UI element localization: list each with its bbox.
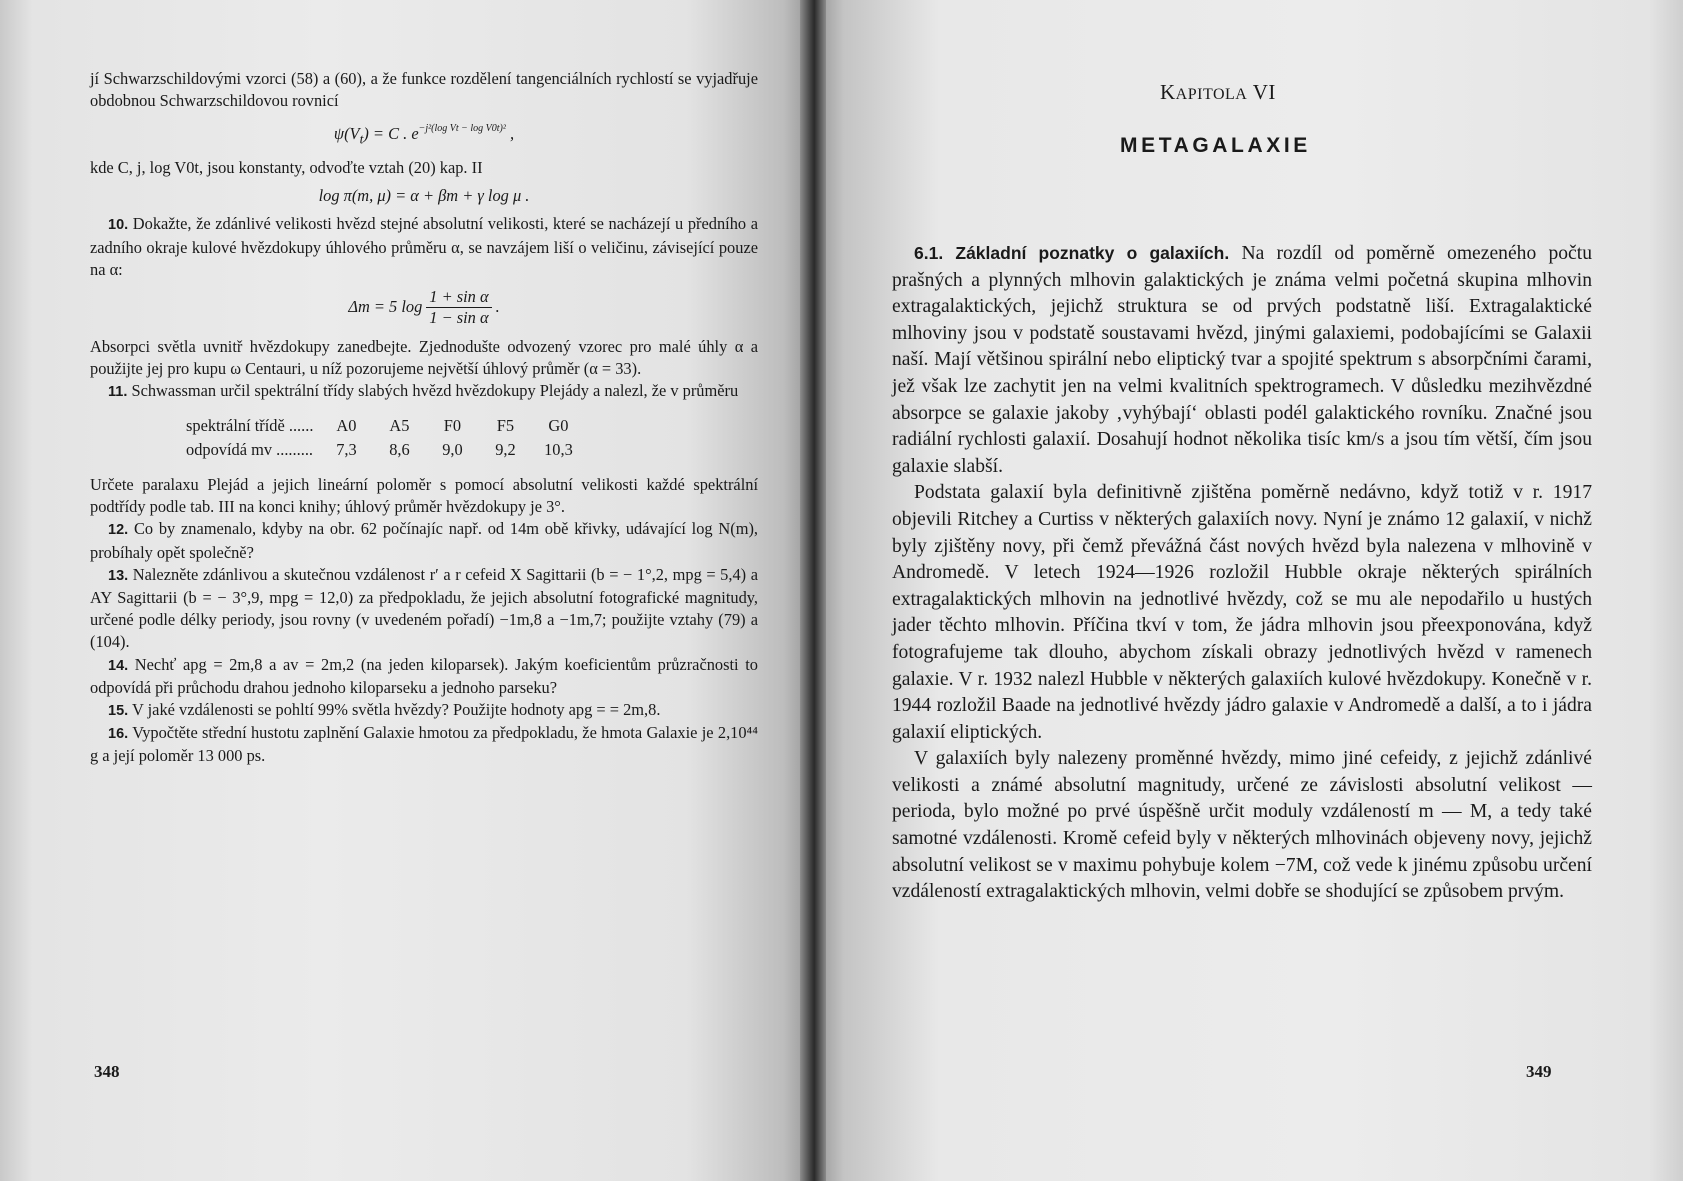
chapter-title: METAGALAXIE (1120, 134, 1311, 157)
paragraph-2: Podstata galaxií byla definitivně zjištěna poměrně nedávno, když totiž v r. 1917 objevili Ritchey a Curtiss v některých galaxiích novy. Nyní je známo 12 galaxií, v nichž byly zjištěny novy, při čemž převážná část nových hvězd byla nalezena v mlhovině v Andromedě. V letech 1924—1926 rozložil Hubble okraje některých spirálních extragalaktických mlhovin na jednotlivé hvězdy, což se mu ale nepodařilo u hustých jader těchto mlhovin. Příčina tkví v tom, že jádra mlhovin jsou přeexponována, když fotografujeme tak dlouho, abychom získali obrazy jednotlivých hvězd v ramenech galaxie. V r. 1932 nalezl Hubble v některých galaxiích kulové hvězdokupy. Konečně v r. 1944 rozložil Baade na jednotlivé hvězdy jádro galaxie v Andromedě a další, a to i jádra galaxií eliptických. (892, 482, 1592, 743)
exercise-text: Nechť apg = 2m,8 a av = 2m,2 (na jeden kiloparsek). Jakým koeficientům průzračnosti to odpovídá při průchodu drahou jednoho kiloparseku a jednoho parseku? (90, 654, 758, 697)
page-number-right: 349 (1526, 1062, 1552, 1081)
exercise-number: 13. (108, 567, 129, 584)
exercise-text: Vypočtěte střední hustotu zaplnění Galaxie hmotou za předpokladu, že hmota Galaxie je 2,10⁴⁴ g a její poloměr 13 000 ps. (90, 723, 758, 766)
spectral-table (186, 414, 591, 462)
table-row-label: odpovídá mv ......... (186, 439, 314, 459)
chapter-first-letter: K (1160, 80, 1176, 104)
table-row (186, 414, 591, 438)
table-cell: 7,3 (336, 439, 357, 459)
table-cell: 10,3 (544, 439, 573, 459)
left-page-text (90, 68, 758, 768)
table-cell: A5 (389, 415, 410, 435)
table-cell: 9,0 (442, 439, 463, 459)
exercise-10-continued: Absorpci světla uvnitř hvězdokupy zanedbejte. Zjednodušte odvozený vzorec pro malé úhly α a použijte jej pro kupu ω Centauri, u níž pozorujeme největší úhlový průměr (α = 33). (90, 336, 758, 379)
book-gutter (800, 0, 826, 1181)
exercise-text: V jaké vzdálenosti se pohltí 99% světla hvězdy? Použijte hodnoty apg = = 2m,8. (128, 699, 661, 719)
exercise-13 (90, 564, 758, 654)
exercise-14 (90, 654, 758, 699)
formula-delta-m-left: Δm = 5 log (348, 297, 423, 317)
table-row (186, 438, 591, 462)
exercise-11 (90, 380, 758, 403)
formula-psi-exponent: −j²(log Vt − log V0t)² (418, 123, 506, 135)
exercise-12 (90, 518, 758, 563)
exercise-number: 11. (108, 384, 128, 401)
fraction (426, 287, 491, 328)
table-cell: F5 (496, 415, 515, 435)
formula-psi (90, 118, 758, 150)
fraction-denominator: 1 − sin α (429, 307, 489, 327)
formula-psi-main: ψ(V (333, 124, 360, 144)
formula-delta-m (90, 287, 758, 328)
formula-psi-sub: t (359, 131, 364, 147)
right-page-text (892, 240, 1592, 906)
exercise-number: 12. (108, 522, 129, 539)
exercise-15 (90, 699, 758, 722)
exercise-text: Nalezněte zdánlivou a skutečnou vzdálenost r′ a r cefeid X Sagittarii (b = − 1°,2, mpg = 5,4) a AY Sagittarii (b = − 3°,9, mpg = 12,0) za předpokladu, že jejich absolutní fotografické magnitudy, určené podle délky periody, jsou rovny (v uvedeném pořadí) −1m,8 a −1m,7; použijte vztahy (79) a (104). (90, 564, 758, 652)
exercise-10 (90, 213, 758, 281)
formula-log-pi: log π(m, μ) = α + βm + γ log μ . (318, 186, 530, 206)
formula-psi-rest: ) = C . e (363, 124, 419, 144)
paragraph-1-text: Na rozdíl od poměrně omezeného počtu prašných a plynných mlhovin galaktických je známa velmi početná skupina mlhovin extragalaktických, jejichž struktura se od prvých podstatně liší. Extragalaktické mlhoviny jsou v podstatě soustavami hvězd, jinými galaxiemi, podobajícími se Galaxii naší. Mají většinou spirální nebo eliptický tvar a spojité spektrum s absorpčními čarami, jež však lze zachytit jen na velmi kvalitních spektrogramech. V důsledku mezihvězdné absorpce se galaxie jakoby ‚vyhýbají‘ oblasti podél galaktického rovníku. Značné jsou radiální rychlosti galaxií. Dosahují hodnot několika tisíc km/s a jsou tím větší, čím jsou galaxie slabší. (892, 243, 1592, 477)
formula-psi-end: , (505, 124, 515, 144)
table-row-label: spektrální třídě ...... (186, 415, 314, 435)
table-cell: 9,2 (495, 439, 516, 459)
exercise-text: Schwassman určil spektrální třídy slabých hvězd hvězdokupy Plejády a nalezl, že v průměru (127, 381, 739, 401)
paragraph-1 (892, 240, 1592, 480)
intro-paragraph: jí Schwarzschildovými vzorci (58) a (60), a že funkce rozdělení tangenciálních rychlostí se vyjadřuje obdobnou Schwarzschildovou rovnicí (90, 69, 758, 111)
fraction-numerator: 1 + sin α (426, 287, 491, 308)
chapter-number: VI (1247, 80, 1276, 104)
chapter-heading (1160, 80, 1276, 105)
paragraph-3: V galaxiích byly nalezeny proměnné hvězdy, mimo jiné cefeidy, z jejichž zdánlivé velikosti a známé absolutní magnitudy, určené ze závislosti absolutní velikost — perioda, bylo možné po prvé úspěšně určit moduly vzdáleností m — M, a tedy také samotné vzdálenosti. Kromě cefeid byly v některých mlhovinách objeveny novy, jejichž absolutní velikost se v maximu pohybuje kolem −7M, což vede k jinému způsobu určení vzdáleností extragalaktických mlhovin, velmi dobře se shodující se způsobem prvým. (892, 748, 1592, 903)
chapter-label: APITOLA (1175, 86, 1248, 103)
exercise-number: 14. (108, 657, 129, 674)
exercise-11-continued: Určete paralaxu Plejád a jejich lineární poloměr s pomocí absolutní velikosti každé spektrální podtřídy podle tab. III na konci knihy; úhlový průměr hvězdokupy je 3°. (90, 474, 758, 517)
formula-delta-m-end: . (495, 297, 500, 317)
exercise-16 (90, 722, 758, 767)
exercise-number: 10. (108, 217, 129, 234)
section-heading: 6.1. Základní poznatky o galaxiích. (914, 243, 1230, 263)
exercise-number: 15. (108, 702, 129, 719)
exercise-text: Dokažte, že zdánlivé velikosti hvězd stejné absolutní velikosti, které se nacházejí u předního a zadního okraje kulové hvězdokupy úhlového průměru α, se navzájem liší o veličinu, závisející pouze na α: (90, 214, 758, 279)
table-cell: G0 (548, 415, 569, 435)
table-cell: A0 (336, 415, 357, 435)
kde-paragraph: kde C, j, log V0t, jsou konstanty, odvoďte vztah (20) kap. II (90, 157, 483, 177)
exercise-text: Co by znamenalo, kdyby na obr. 62 počínajíc např. od 14m obě křivky, udávající log N(m), probíhaly opět společně? (90, 519, 758, 562)
page-number-left: 348 (94, 1062, 120, 1081)
table-cell: 8,6 (389, 439, 410, 459)
table-cell: F0 (443, 415, 462, 435)
exercise-number: 16. (108, 726, 129, 743)
